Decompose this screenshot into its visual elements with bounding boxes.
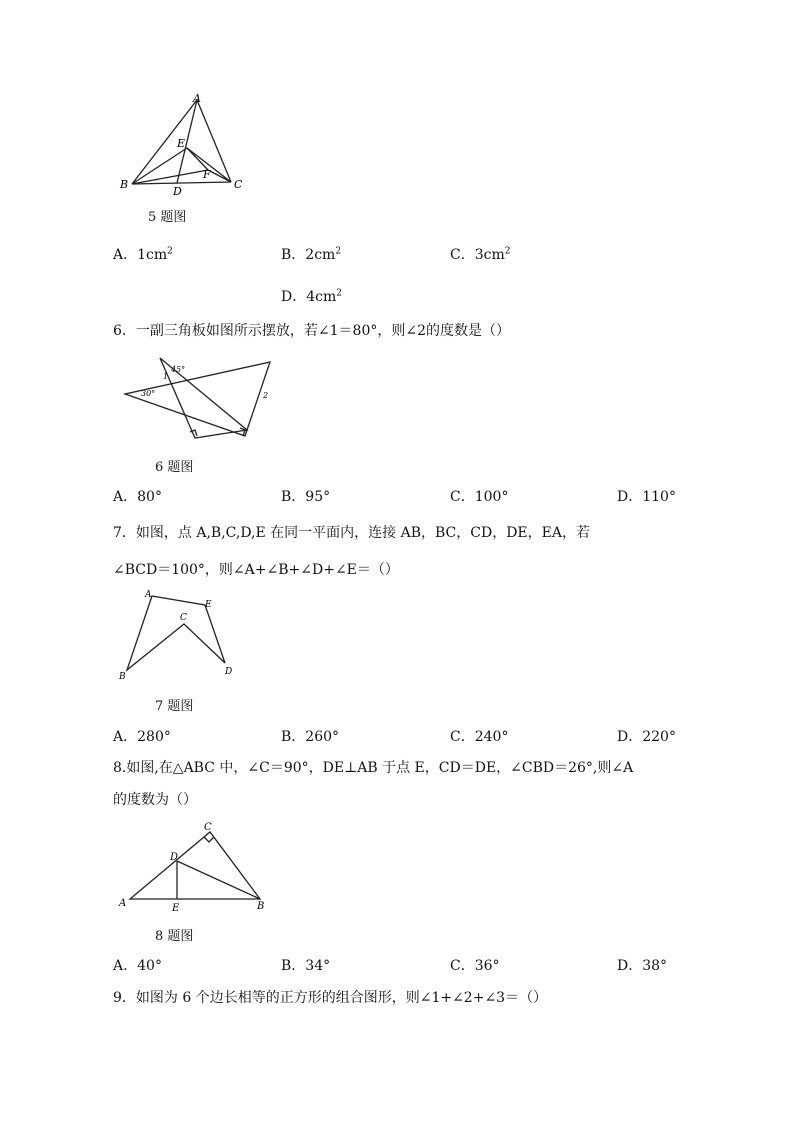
q7-option-c[interactable]: C．240°	[450, 729, 509, 745]
fig6-label-45: 45°	[171, 365, 186, 374]
q6-option-b[interactable]: B．95°	[281, 489, 331, 505]
q8-option-d[interactable]: D．38°	[617, 958, 668, 974]
fig8-label-c: C	[204, 822, 212, 833]
fig8-label-b: B	[257, 901, 265, 912]
q5-option-c[interactable]: C．$3cm^2$	[450, 246, 511, 263]
fig7-label-a: A	[145, 590, 152, 600]
fig6-label-2: 2	[263, 391, 269, 400]
q5-option-b[interactable]: B．$2cm^2$	[281, 246, 342, 263]
q7-option-b[interactable]: B．260°	[281, 729, 340, 745]
q7-stem-line2: ∠BCD＝100°，则∠A+∠B+∠D+∠E＝（）	[113, 562, 399, 578]
q5-option-a[interactable]: A．$1cm^2$	[113, 246, 173, 263]
fig8-caption: 8 题图	[155, 929, 194, 944]
q6-option-a[interactable]: A．80°	[113, 489, 162, 505]
fig7-label-e: E	[205, 600, 212, 610]
fig5-caption: 5 题图	[148, 210, 187, 225]
fig5-label-d: D	[173, 185, 182, 198]
fig8-label-e: E	[172, 903, 180, 914]
fig5-label-a: A	[193, 92, 201, 105]
fig6-label-1: 1	[163, 372, 169, 381]
fig5-label-b: B	[120, 178, 129, 191]
q6-option-d[interactable]: D．110°	[617, 489, 676, 505]
fig8-label-d: D	[170, 852, 179, 863]
figure-6	[115, 350, 285, 445]
figure-5	[115, 90, 255, 200]
fig7-label-b: B	[119, 672, 126, 682]
fig5-label-f: F	[203, 168, 211, 181]
fig7-label-d: D	[225, 667, 233, 677]
fig7-caption: 7 题图	[155, 699, 194, 714]
figure-7	[115, 587, 240, 687]
q6-option-c[interactable]: C．100°	[450, 489, 509, 505]
fig8-label-a: A	[119, 898, 127, 909]
fig5-label-c: C	[234, 178, 243, 191]
fig6-caption: 6 题图	[155, 460, 194, 475]
fig7-label-c: C	[180, 613, 187, 623]
q7-stem-line1: 7．如图，点 A,B,C,D,E 在同一平面内，连接 AB，BC，CD，DE，EA，若	[113, 525, 590, 541]
q5-option-d[interactable]: D．$4cm^2$	[281, 288, 342, 305]
q6-stem: 6．一副三角板如图所示摆放，若∠1＝80°，则∠2的度数是（）	[113, 323, 510, 339]
q9-stem: 9．如图为 6 个边长相等的正方形的组合图形，则∠1+∠2+∠3＝（）	[113, 990, 548, 1006]
figure-8	[115, 818, 275, 916]
fig5-label-e: E	[177, 137, 186, 150]
q8-option-c[interactable]: C．36°	[450, 958, 500, 974]
fig6-label-30: 30°	[141, 389, 156, 398]
q8-stem-line1: 8.如图,在△ABC 中，∠C＝90°，DE⊥AB 于点 E，CD＝DE，∠CBD＝26°,则∠A	[113, 760, 634, 776]
q7-option-d[interactable]: D．220°	[617, 729, 676, 745]
q8-stem-line2: 的度数为（）	[113, 792, 197, 808]
q8-option-b[interactable]: B．34°	[281, 958, 331, 974]
q8-option-a[interactable]: A．40°	[113, 958, 162, 974]
q7-option-a[interactable]: A．280°	[113, 729, 171, 745]
